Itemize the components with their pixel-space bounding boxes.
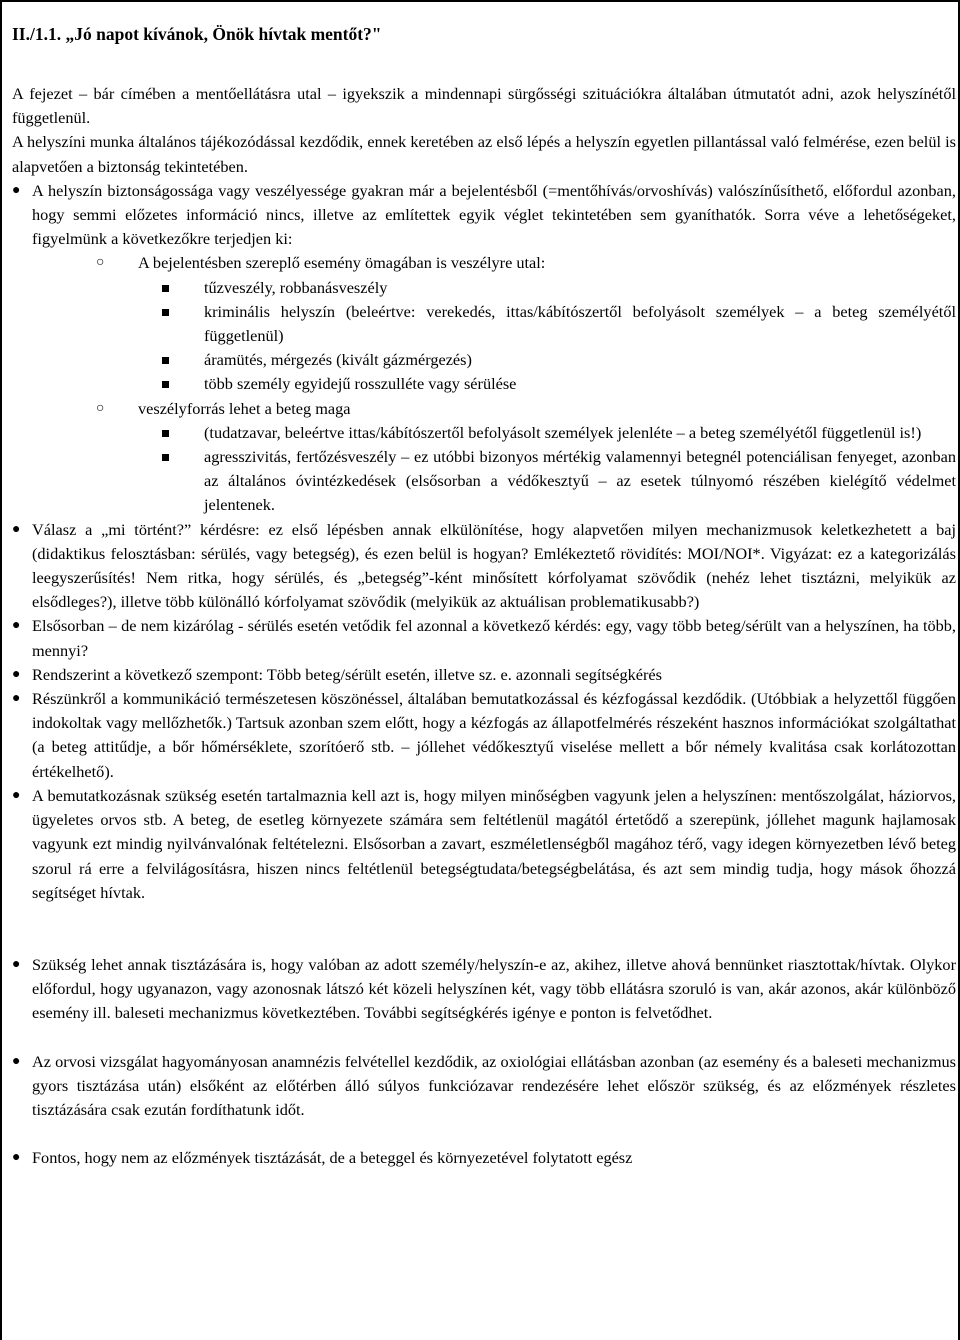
bullet-text: Elsősorban – de nem kizárólag - sérülés esetén vetődik fel azonnal a következő kérdés: egy, vagy több beteg/sérült van a helyszínen, ha több, mennyi? [32, 616, 956, 660]
intro-paragraph-1: A fejezet – bár címében a mentőellátásra utal – igyekszik a mindennapi sürgősségi szituációkra általában útmutatót adni, azok helyszínétől függetlenül. [12, 84, 956, 128]
spacer [12, 1026, 956, 1050]
list-item [12, 300, 956, 348]
bullet-dot: ● [12, 691, 21, 707]
list-item [12, 445, 956, 518]
bullet-dot: ● [12, 956, 21, 972]
sub-bullet-group-1-label: A bejelentésben szereplő esemény ömagában is veszélyre utal: [138, 253, 546, 273]
bullet-dot: ● [12, 787, 21, 803]
list-item-text: több személy egyidejű rosszulléte vagy sérülése [204, 374, 517, 394]
bullet-text: Válasz a „mi történt?” kérdésre: ez első lépésben annak elkülönítése, hogy alapvetően milyen mechanizmusok keletkezhetett a baj (didaktikus felosztásban: sérülés, vagy betegség), és ezen belül is hogyan? Emlékeztető rövidítés: MOI/NOI*. Vigyázat: ez a kategorizálás leegyszerűsítés! Nem ritka, hogy sérülés, és „betegség”-ként minősített kórfolyamat szövődik (nehéz lehet tisztázni, melyikük az elsődleges?), illetve több különálló kórfolyamat szövődik (melyikük az aktuálisan problematikusabb?) [32, 519, 956, 612]
list-item [12, 421, 956, 445]
bullet-patient-count [12, 614, 956, 662]
bullet-dot: ● [12, 1053, 21, 1069]
bullet-dot: ● [12, 182, 21, 198]
list-item-text: agresszivitás, fertőzésveszély – ez utóbbi bizonyos mértékig valamennyi betegnél potenciálisan fenyeget, azonban az általános óvintézkedések (elsősorban a védőkesztyű – az esetek túlnyomó részében kielégítő védelmet jelentenek. [204, 447, 956, 515]
bullet-safety-text: A helyszín biztonságossága vagy veszélyessége gyakran már a bejelentésből (=mentőhívás/orvoshívás) valószínűsíthető, előfordul azonban, hogy semmi előzetes információ nincs, illetve az említettek egyik véglet tekintetében sem gyaníthatók. Sorra véve a lehetőségeket, figyelmünk a következőkre terjedjen ki: [32, 180, 956, 249]
bullet-identity-check [12, 953, 956, 1026]
bullet-dot: ● [12, 618, 21, 634]
sub-bullet-circle: ○ [96, 255, 105, 271]
bullet-mechanism [12, 518, 956, 615]
list-item [12, 276, 956, 300]
bullet-text: Az orvosi vizsgálat hagyományosan anamnézis felvétellel kezdődik, az oxiológiai ellátásban azonban (az esemény és a baleseti mechanizmus gyors tisztázása után) elsőként az előtérben álló súlyos funkciózavar rendezésére lehet először szükség, és az előzmények részletes tisztázására csak ezután fordíthatunk időt. [32, 1051, 956, 1119]
sub-bullet-group-1 [12, 251, 956, 275]
bullet-help-request [12, 663, 956, 687]
bullet-communication [12, 687, 956, 784]
bullet-history [12, 1146, 956, 1170]
intro-paragraph-2: A helyszíni munka általános tájékozódással kezdődik, ennek keretében az első lépés a helyszín egyetlen pillantással való felmérése, ezen belül is alapvetően a biztonság tekintetében. [12, 132, 956, 176]
list-item-text: tűzveszély, robbanásveszély [204, 277, 388, 297]
bullet-introduction [12, 784, 956, 905]
bullet-text: Részünkről a kommunikáció természetesen köszönéssel, általában bemutatkozással és kézfogással kezdődik. (Utóbbiak a helyzettől függően indokoltak vagy mellőzhetők.) Tartsuk azonban szem előtt, hogy a kézfogás az állapotfelmérés részeként hasznos információkat szolgáltathat (a beteg attitűdje, a bőr hőmérséklete, szorítóerő stb. – jóllehet védőkesztyű viselése mellett a bőr némely kvalitása csak korlátozottan értékelhető). [32, 689, 956, 781]
bullet-dot: ● [12, 666, 21, 682]
spacer [12, 1122, 956, 1146]
bullet-dot: ● [12, 1150, 21, 1166]
bullet-text: A bemutatkozásnak szükség esetén tartalmaznia kell azt is, hogy milyen minőségben vagyunk jelen a helyszínen: mentőszolgálat, háziorvos, ügyeletes orvos stb. A beteg, de esetleg környezete számára sem feltétlenül magától értetődő a szerepünk, jóllehet magunk hajlamosak vagyunk ezt mindig nyilvánvalónak feltételezni. Elsősorban a zavart, eszméletlenségből magához térő, vagy idegen környezetben lévő beteg szorul rá erre a felvilágosításra, hiszen nincs feltétlenül betegségtudata/betegségbelátása, és azt sem mindig tudja, hogy mások őhozzá segítséget hívtak. [32, 785, 956, 902]
section-heading: II./1.1. „Jó napot kívánok, Önök hívtak mentőt?" [12, 24, 382, 44]
list-item-text: (tudatzavar, beleértve ittas/kábítószertől befolyásolt személyek jelenléte – a beteg személyétől függetlenül is!) [204, 422, 922, 442]
spacer [12, 905, 956, 953]
bullet-text: Szükség lehet annak tisztázására is, hogy valóban az adott személy/helyszín-e az, akihez, illetve ahová bennünket riasztottak/hívtak. Olykor előfordul, hogy ugyanazon, vagy azonosnak látszó két közeli helyszínen két, vagy több ellátásra szoruló is van, akár azonos, akár különböző esemény ill. baleseti mechanizmus következtében. További segítségkérés igénye e ponton is felvetődhet. [32, 954, 956, 1023]
list-item [12, 348, 956, 372]
sub-bullet-group-2 [12, 397, 956, 421]
bullet-examination [12, 1050, 956, 1123]
bullet-dot: ● [12, 521, 21, 537]
sub-bullet-circle: ○ [96, 400, 105, 416]
list-item [12, 372, 956, 396]
list-item-text: áramütés, mérgezés (kivált gázmérgezés) [204, 350, 472, 370]
bullet-text: Rendszerint a következő szempont: Több beteg/sérült esetén, illetve sz. e. azonnali segítségkérés [32, 664, 662, 684]
sub-bullet-group-2-label: veszélyforrás lehet a beteg maga [138, 398, 351, 418]
bullet-safety [12, 179, 956, 252]
bullet-text: Fontos, hogy nem az előzmények tisztázását, de a beteggel és környezetével folytatott egész [32, 1148, 633, 1168]
document-content [12, 12, 956, 1170]
list-item-text: kriminális helyszín (beleértve: verekedés, ittas/kábítószertől befolyásolt személyek – a beteg személyétől függetlenül) [204, 301, 956, 346]
